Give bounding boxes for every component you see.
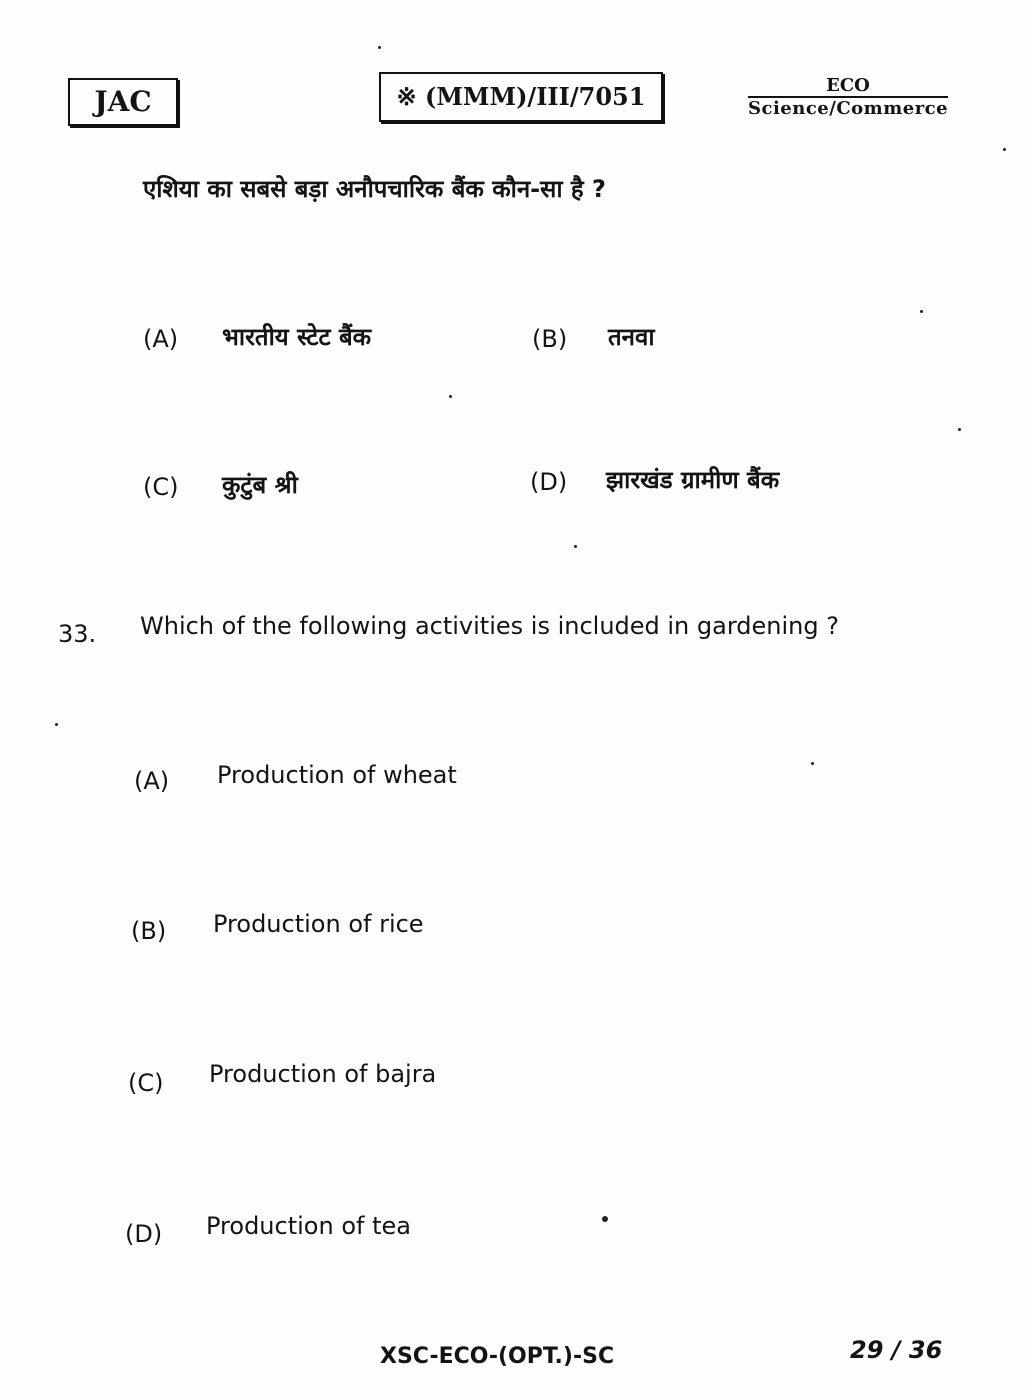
question-32-text: एशिया का सबसे बड़ा अनौपचारिक बैंक कौन-सा है ? [143,175,606,203]
q32-option-a-label: (A) [143,325,179,353]
subject-label: ECO [748,76,948,98]
footer-code: XSC-ECO-(OPT.)-SC [380,1344,615,1369]
scan-speck [958,428,961,431]
q32-option-b-text: तनवा [608,323,655,351]
scan-speck [378,46,381,49]
q33-option-c-label: (C) [128,1069,164,1097]
stream-label: Science/Commerce [748,98,949,119]
question-33-text: Which of the following activities is included in gardening ? [140,612,839,640]
board-label: JAC [68,78,178,126]
scan-speck [449,395,452,398]
q33-option-b-label: (B) [131,917,167,945]
question-33-number: 33. [58,620,97,648]
paper-code: ※ (MMM)/III/7051 [379,72,663,122]
q33-option-d-label: (D) [125,1220,163,1248]
q33-option-b-text: Production of rice [213,910,424,938]
subject-block [748,76,948,120]
q33-option-a-label: (A) [134,767,170,795]
q32-option-d-label: (D) [530,468,568,496]
q32-option-a-text: भारतीय स्टेट बैंक [222,323,372,351]
q32-option-b-label: (B) [532,325,568,353]
scan-speck [920,310,923,313]
q32-option-c-label: (C) [143,473,179,501]
page-number: 29 / 36 [850,1336,943,1364]
q32-option-c-text: कुटुंब श्री [222,471,298,499]
scan-speck [1003,148,1006,151]
scan-speck [811,762,814,765]
scan-speck [602,1216,608,1222]
q32-option-d-text: झारखंड ग्रामीण बैंक [606,466,780,494]
q33-option-c-text: Production of bajra [209,1060,437,1088]
q33-option-a-text: Production of wheat [217,761,457,789]
q33-option-d-text: Production of tea [206,1212,411,1240]
scan-speck [574,545,577,548]
scan-speck [55,723,58,726]
